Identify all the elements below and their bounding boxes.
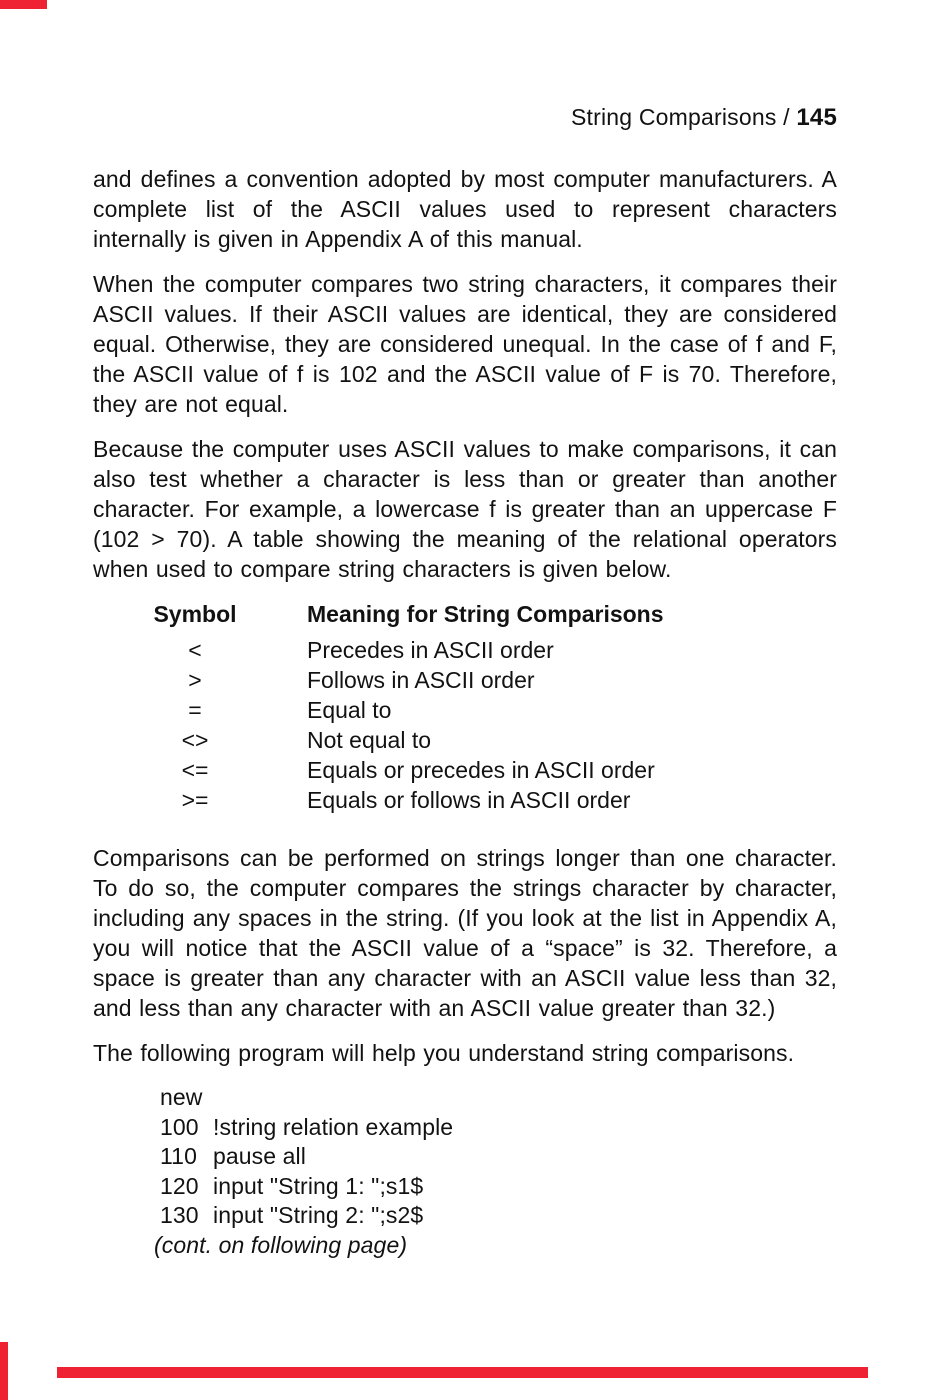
code-line-110 [160,1142,837,1172]
line-number: 100 [160,1113,199,1140]
table-cell-symbol: <> [181,727,209,753]
table-row [125,755,837,785]
paragraph-3: Because the computer uses ASCII values to make comparisons, it can also test whether a character is less than or greater than another character. For example, a lowercase f is greater than an uppercase F (102 > 70). A table showing the meaning of the relational operators when used to compare string characters is given below. [93,436,837,582]
code-text: input "String 1: ";s1$ [213,1172,424,1199]
table-cell-meaning: Equals or precedes in ASCII order [307,757,655,783]
table-cell-symbol: >= [181,787,209,813]
page-number: 145 [796,104,837,131]
table-cell-meaning: Equals or follows in ASCII order [307,787,631,813]
table-header-meaning: Meaning for String Comparisons [307,601,664,627]
code-line-130 [160,1201,837,1231]
table-cell-symbol: = [188,697,202,723]
paragraph-1: and defines a convention adopted by most computer manufacturers. A complete list of the ASCII values used to represent characters internally is given in Appendix A of this manual. [93,166,837,252]
scan-artifact-bottom [57,1367,868,1378]
line-number: 110 [160,1143,197,1170]
table-row [125,695,837,725]
code-line-new [160,1083,837,1113]
table-row [125,785,837,815]
program-listing [154,1083,837,1261]
code-text: input "String 2: ";s2$ [213,1202,424,1229]
code-line-100 [160,1113,837,1143]
table-cell-meaning: Not equal to [307,727,432,753]
table-cell-meaning: Follows in ASCII order [307,667,535,693]
table-row [125,635,837,665]
line-number: 120 [160,1172,199,1199]
code-line-120 [160,1172,837,1202]
line-number: 130 [160,1202,199,1229]
table-cell-meaning: Equal to [307,697,392,723]
page-content [93,104,837,1261]
table-header-row [125,599,837,629]
code-text: !string relation example [213,1113,454,1140]
scan-artifact-bottom-left [0,1342,8,1400]
scan-artifact-top-left [0,0,47,9]
continuation-note: (cont. on following page) [154,1231,408,1258]
table-cell-symbol: > [188,667,202,693]
comparison-operator-table [125,599,837,815]
table-cell-symbol: < [188,637,202,663]
running-header [93,104,837,131]
running-header-title: String Comparisons [570,104,777,130]
table-cell-symbol: <= [181,757,209,783]
table-row [125,725,837,755]
paragraph-4: Comparisons can be performed on strings longer than one character. To do so, the computer compares the strings character by character, including any spaces in the string. (If you look at the list in Appendix A, you will notice that the ASCII value of a “space” is 32. Therefore, a space is greater than any character with an ASCII value less than 32, and less than any character with an ASCII value greater than 32.) [93,845,837,1021]
table-cell-meaning: Precedes in ASCII order [307,637,554,663]
code-text: pause all [213,1143,306,1170]
code-text: new [160,1084,203,1110]
paragraph-5: The following program will help you understand string comparisons. [93,1040,795,1066]
table-row [125,665,837,695]
paragraph-2: When the computer compares two string characters, it compares their ASCII values. If their ASCII values are identical, they are considered equal. Otherwise, they are considered unequal. In the case of f and F, the ASCII value of f is 102 and the ASCII value of F is 70. Therefore, they are not equal. [93,271,837,417]
running-header-separator: / [776,104,797,130]
table-header-symbol: Symbol [153,601,237,627]
